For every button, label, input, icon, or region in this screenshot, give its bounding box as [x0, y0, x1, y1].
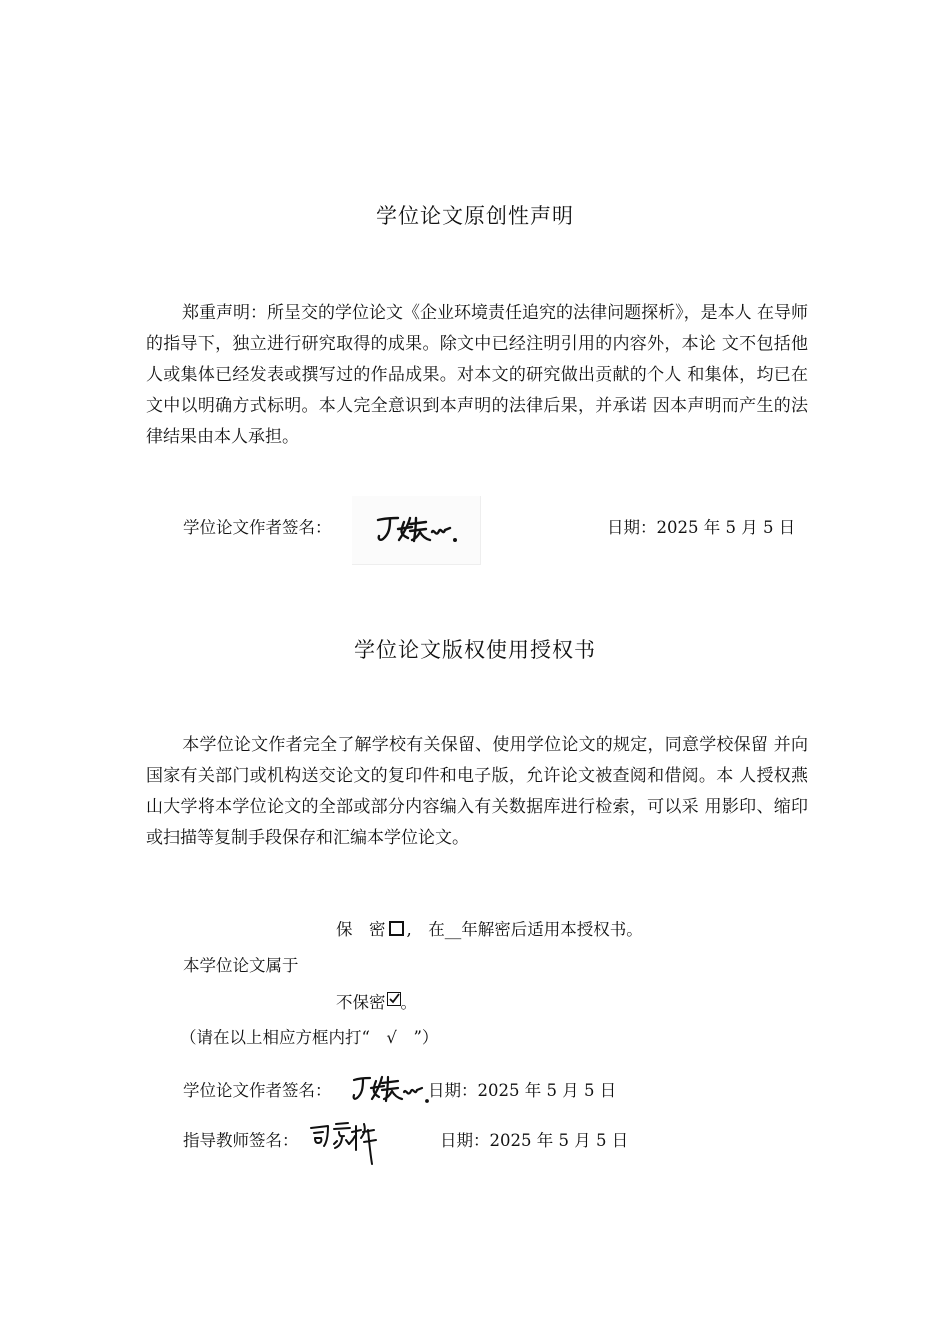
- author-signature-label: 学位论文作者签名：: [183, 1081, 332, 1100]
- nonconfidential-checkbox[interactable]: [387, 992, 401, 1006]
- confidential-checkbox[interactable]: [389, 921, 404, 936]
- nonconfidential-suffix: 。: [400, 993, 417, 1012]
- supervisor-signature-label: 指导教师签名：: [183, 1131, 299, 1150]
- declaration-title: 学位论文原创性声明: [376, 204, 574, 228]
- author-signature-image: [352, 496, 481, 565]
- author-signature-icon-2: [346, 1066, 430, 1114]
- belongs-label: 本学位论文属于: [183, 956, 299, 975]
- declaration-body-text: 郑重声明：所呈交的学位论文《企业环境责任追究的法律问题探析》，是本人 在导师的指导下，独立进行研究取得的成果。除文中已经注明引用的内容外，本论 文不包括他人或集体已经发表或撰写过的作品成果。对本文的研究做出贡献的个人 和集体，均已在文中以明确方式标明。本人完全意识到本声明的法律后果，并承诺 因本声明而产生的法律结果由本人承担。: [146, 303, 808, 447]
- nonconfidential-option: [336, 989, 417, 1013]
- declaration-date: 日期：2025 年 5 月 5 日: [607, 518, 796, 537]
- check-instruction: （请在以上相应方框内打“ √ ”）: [180, 1028, 439, 1047]
- authorization-body-text: 本学位论文作者完全了解学校有关保留、使用学位论文的规定，同意学校保留 并向国家有关部门或机构送交论文的复印件和电子版，允许论文被查阅和借阅。本 人授权燕山大学将本学位论文的全部或部分内容编入有关数据库进行检索，可以采 用影印、缩印或扫描等复制手段保存和汇编本学位论文。: [146, 735, 808, 848]
- authorization-body: [146, 730, 808, 854]
- authorization-title: 学位论文版权使用授权书: [354, 638, 596, 662]
- confidential-option: [336, 916, 643, 940]
- supervisor-signature-icon: [306, 1116, 386, 1170]
- author-signature-icon: [352, 496, 480, 564]
- nonconfidential-label: 不保密: [336, 993, 386, 1012]
- check-icon: [388, 993, 400, 1005]
- author-date: 日期：2025 年 5 月 5 日: [428, 1081, 617, 1100]
- confidential-suffix: , 在__年解密后适用本授权书。: [406, 920, 643, 939]
- author-signature-image-2: [346, 1066, 430, 1114]
- supervisor-signature-image: [306, 1116, 386, 1170]
- declaration-signature-label: 学位论文作者签名：: [183, 518, 332, 537]
- supervisor-date: 日期：2025 年 5 月 5 日: [440, 1131, 629, 1150]
- declaration-body: [146, 298, 808, 453]
- confidential-label: 保 密: [336, 920, 386, 939]
